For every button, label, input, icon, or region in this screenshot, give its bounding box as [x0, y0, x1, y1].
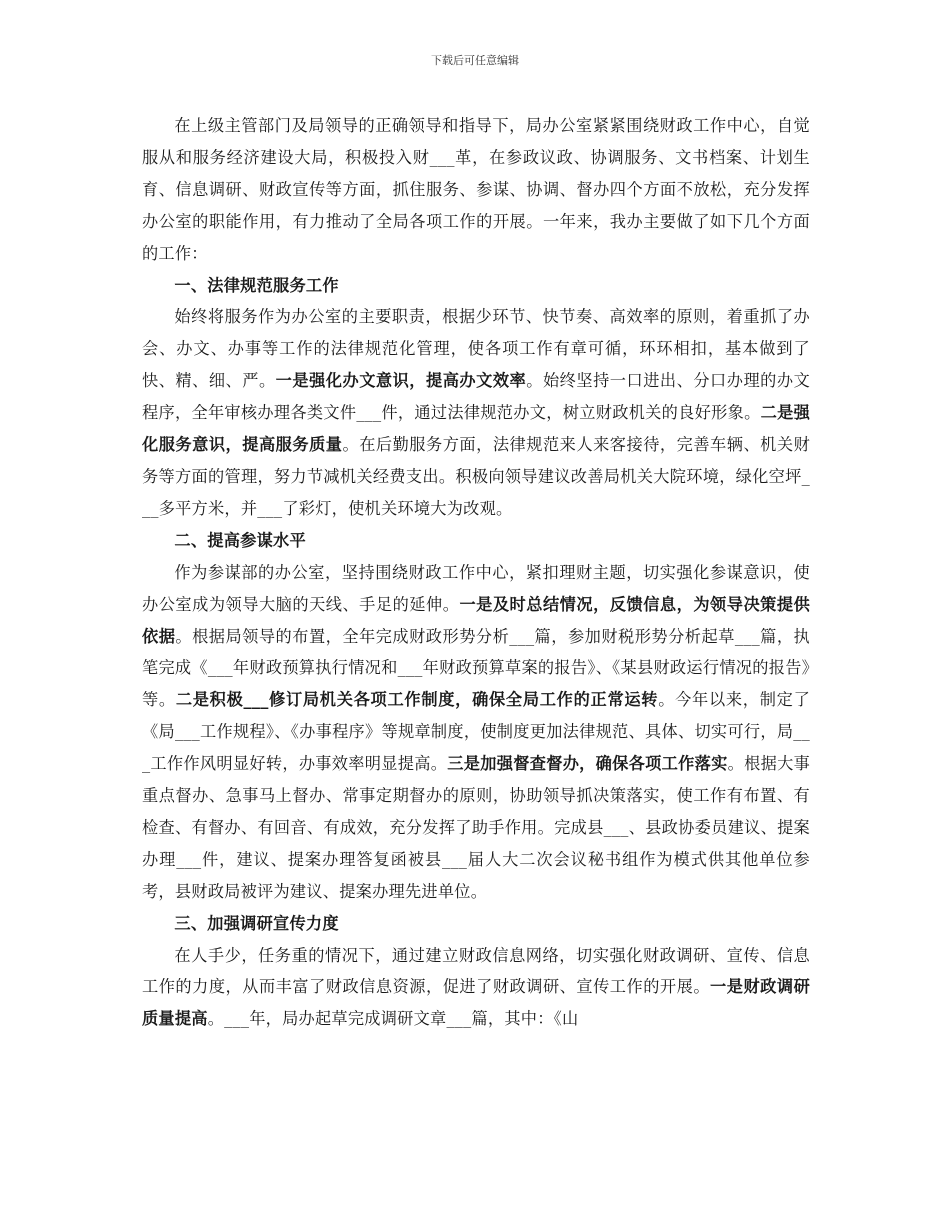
section-heading-1	[142, 270, 810, 302]
text-run: 。根据局领导的布置，全年完成财政形势分析___篇，参加财税形势分析起草___篇，执笔完成《___年财政预算执行情况和___年财政预算草案的报告》、《某县财政运行情况的报告》等。	[142, 626, 810, 710]
section-1-paragraph	[142, 301, 810, 524]
heading-text: 三、加强调研宣传力度	[174, 913, 339, 933]
heading-text: 二、提高参谋水平	[174, 530, 306, 550]
text-run: 作为参谋部的办公室，坚持围绕财政工作中心，紧扣理财主题，切实强化参谋意识，使办公室成为领导大脑的天线、手足的延伸。	[142, 562, 810, 614]
emphasis-run: 二是强化服务意识，提高服务质量	[142, 403, 811, 455]
page-header: 下载后可任意编辑	[431, 54, 519, 67]
emphasis-run: 二是积极___修订局机关各项工作制度，确保全局工作的正常运转	[175, 690, 659, 710]
section-heading-3	[142, 908, 810, 940]
section-2-paragraph	[142, 557, 810, 908]
text-run: 。始终坚持一口进出、分口办理的办文程序，全年审核办理各类文件___件，通过法律规范办文，树立财政机关的良好形象。	[142, 371, 811, 423]
emphasis-run: 一是及时总结情况，反馈信息，为领导决策提供依据	[142, 594, 811, 646]
emphasis-run: 一是强化办文意识，提高办文效率	[275, 371, 527, 391]
text-run: 在上级主管部门及局领导的正确领导和指导下，局办公室紧紧围绕财政工作中心，自觉服从和服务经济建设大局，积极投入财___革，在参政议政、协调服务、文书档案、计划生育、信息调研、财政宣传等方面，抓住服务、参谋、协调、督办四个方面不放松，充分发挥办公室的职能作用，有力推动了全局各项工作的开展。一年来，我办主要做了如下几个方面的工作：	[142, 116, 810, 263]
emphasis-run: 三是加强督查督办，确保各项工作落实	[447, 754, 728, 774]
text-run: 在人手少，任务重的情况下，通过建立财政信息网络，切实强化财政调研、宣传、信息工作的力度，从而丰富了财政信息资源，促进了财政调研、宣传工作的开展。	[142, 945, 810, 997]
intro-paragraph	[142, 110, 810, 270]
section-3-paragraph	[142, 940, 810, 1036]
text-run: 始终将服务作为办公室的主要职责，根据少环节、快节奏、高效率的原则，着重抓了办会、办文、办事等工作的法律规范化管理，使各项工作有章可循，环环相扣，基本做到了快、精、细、严。	[142, 307, 810, 391]
heading-text: 一、法律规范服务工作	[174, 275, 339, 295]
section-heading-2	[142, 525, 810, 557]
text-run: 。在后勤服务方面，法律规范来人来客接待，完善车辆、机关财务等方面的管理，努力节减机关经费支出。积极向领导建议改善局机关大院环境，绿化空坪___多平方米，并___了彩灯，使机关环境大为改观。	[142, 435, 811, 518]
text-run: 。___年，局办起草完成调研文章___篇，其中：《山	[207, 1009, 579, 1029]
text-run: 。根据大事重点督办、急事马上督办、常事定期督办的原则，协助领导抓决策落实，使工作有布置、有检查、有督办、有回音、有成效，充分发挥了助手作用。完成县___、县政协委员建议、提案办理___件，建议、提案办理答复函被县___届人大二次会议秘书组作为模式供其他单位参考，县财政局被评为建议、提案办理先进单位。	[142, 754, 811, 901]
document-body	[142, 110, 810, 1035]
text-run: 。今年以来，制定了《局___工作规程》、《办事程序》等规章制度，使制度更加法律规范、具体、切实可行，局___工作作风明显好转，办事效率明显提高。	[142, 690, 811, 774]
emphasis-run: 一是财政调研质量提高	[142, 977, 811, 1029]
